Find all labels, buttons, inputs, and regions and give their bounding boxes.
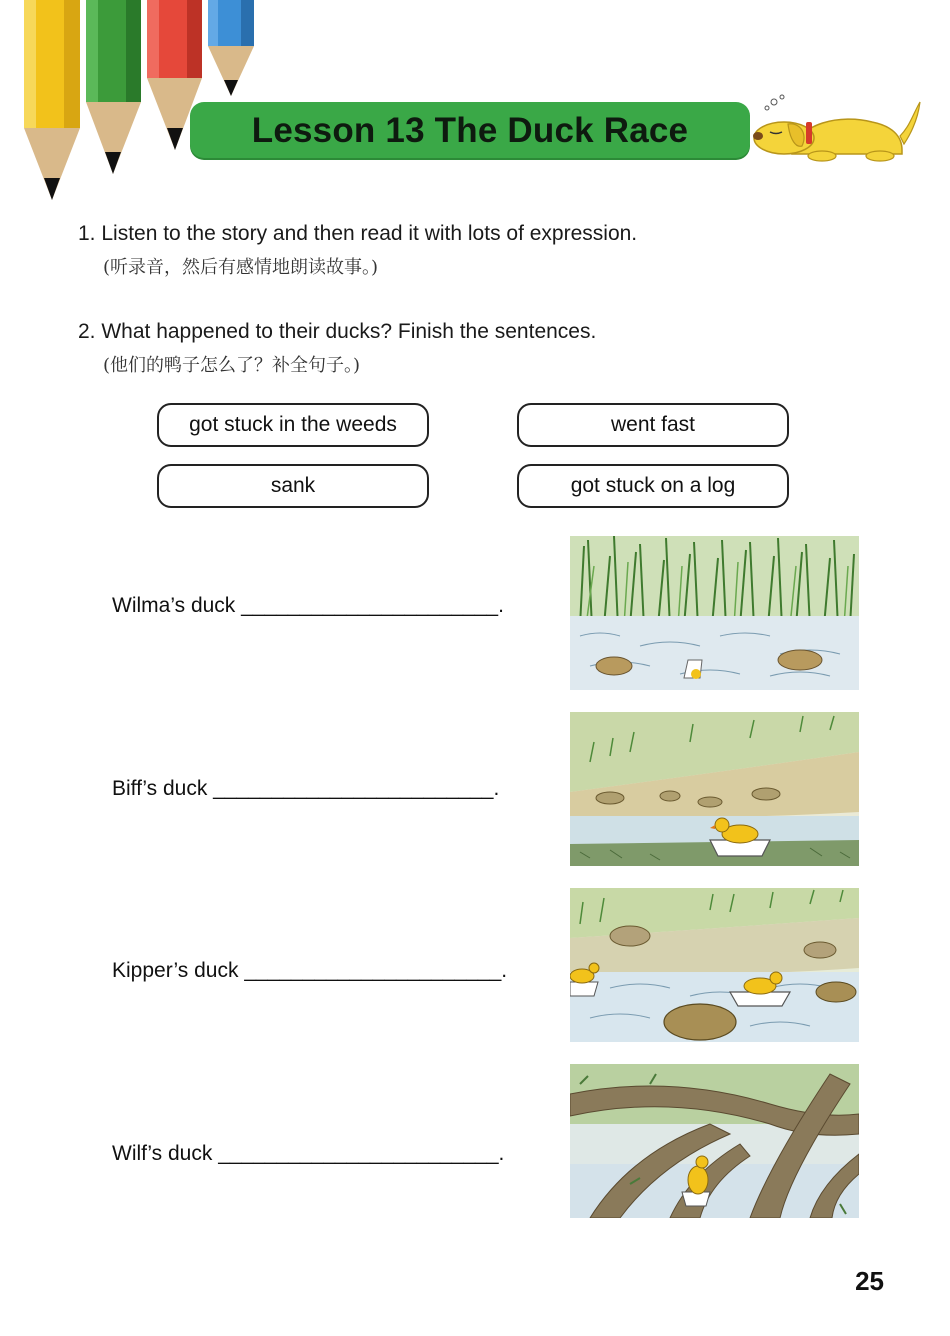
riverbank-duck-boat-illustration <box>570 712 859 866</box>
word-bank-chip: sank <box>157 464 429 508</box>
yellow-pencil-icon <box>24 0 80 200</box>
stream-two-ducks-illustration <box>570 888 859 1042</box>
instruction-1: 1. Listen to the story and then read it with lots of expression. <box>78 222 638 245</box>
answer-blank[interactable]: ________________________. <box>213 777 500 800</box>
green-pencil-icon <box>86 0 141 174</box>
log-branches-duck-illustration <box>570 1064 859 1218</box>
sentence-kipper <box>112 959 507 983</box>
answer-blank[interactable]: ________________________. <box>218 1142 505 1165</box>
word-bank-chip: got stuck on a log <box>517 464 789 508</box>
sentence-biff <box>112 777 499 801</box>
instruction-2-translation: (他们的鸭子怎么了？补全句子。) <box>103 355 361 376</box>
instruction-2: 2. What happened to their ducks? Finish the sentences. <box>78 320 597 343</box>
page-number: 25 <box>855 1266 884 1296</box>
answer-blank[interactable]: ______________________. <box>241 594 504 617</box>
instruction-1-translation: (听录音，然后有感情地朗读故事。) <box>103 257 379 278</box>
sentence-subject: Wilf’s duck <box>112 1142 213 1165</box>
sleeping-dog-icon <box>752 92 924 162</box>
sentence-subject: Wilma’s duck <box>112 594 236 617</box>
blue-pencil-icon <box>208 0 254 96</box>
sentence-wilma <box>112 594 504 618</box>
sentence-subject: Kipper’s duck <box>112 959 239 982</box>
sentence-wilf <box>112 1142 504 1166</box>
reeds-pond-illustration <box>570 536 859 690</box>
word-bank-chip: went fast <box>517 403 789 447</box>
word-bank-chip: got stuck in the weeds <box>157 403 429 447</box>
sentence-subject: Biff’s duck <box>112 777 208 800</box>
answer-blank[interactable]: ______________________. <box>244 959 508 982</box>
page-title: Lesson 13 The Duck Race <box>251 111 689 150</box>
